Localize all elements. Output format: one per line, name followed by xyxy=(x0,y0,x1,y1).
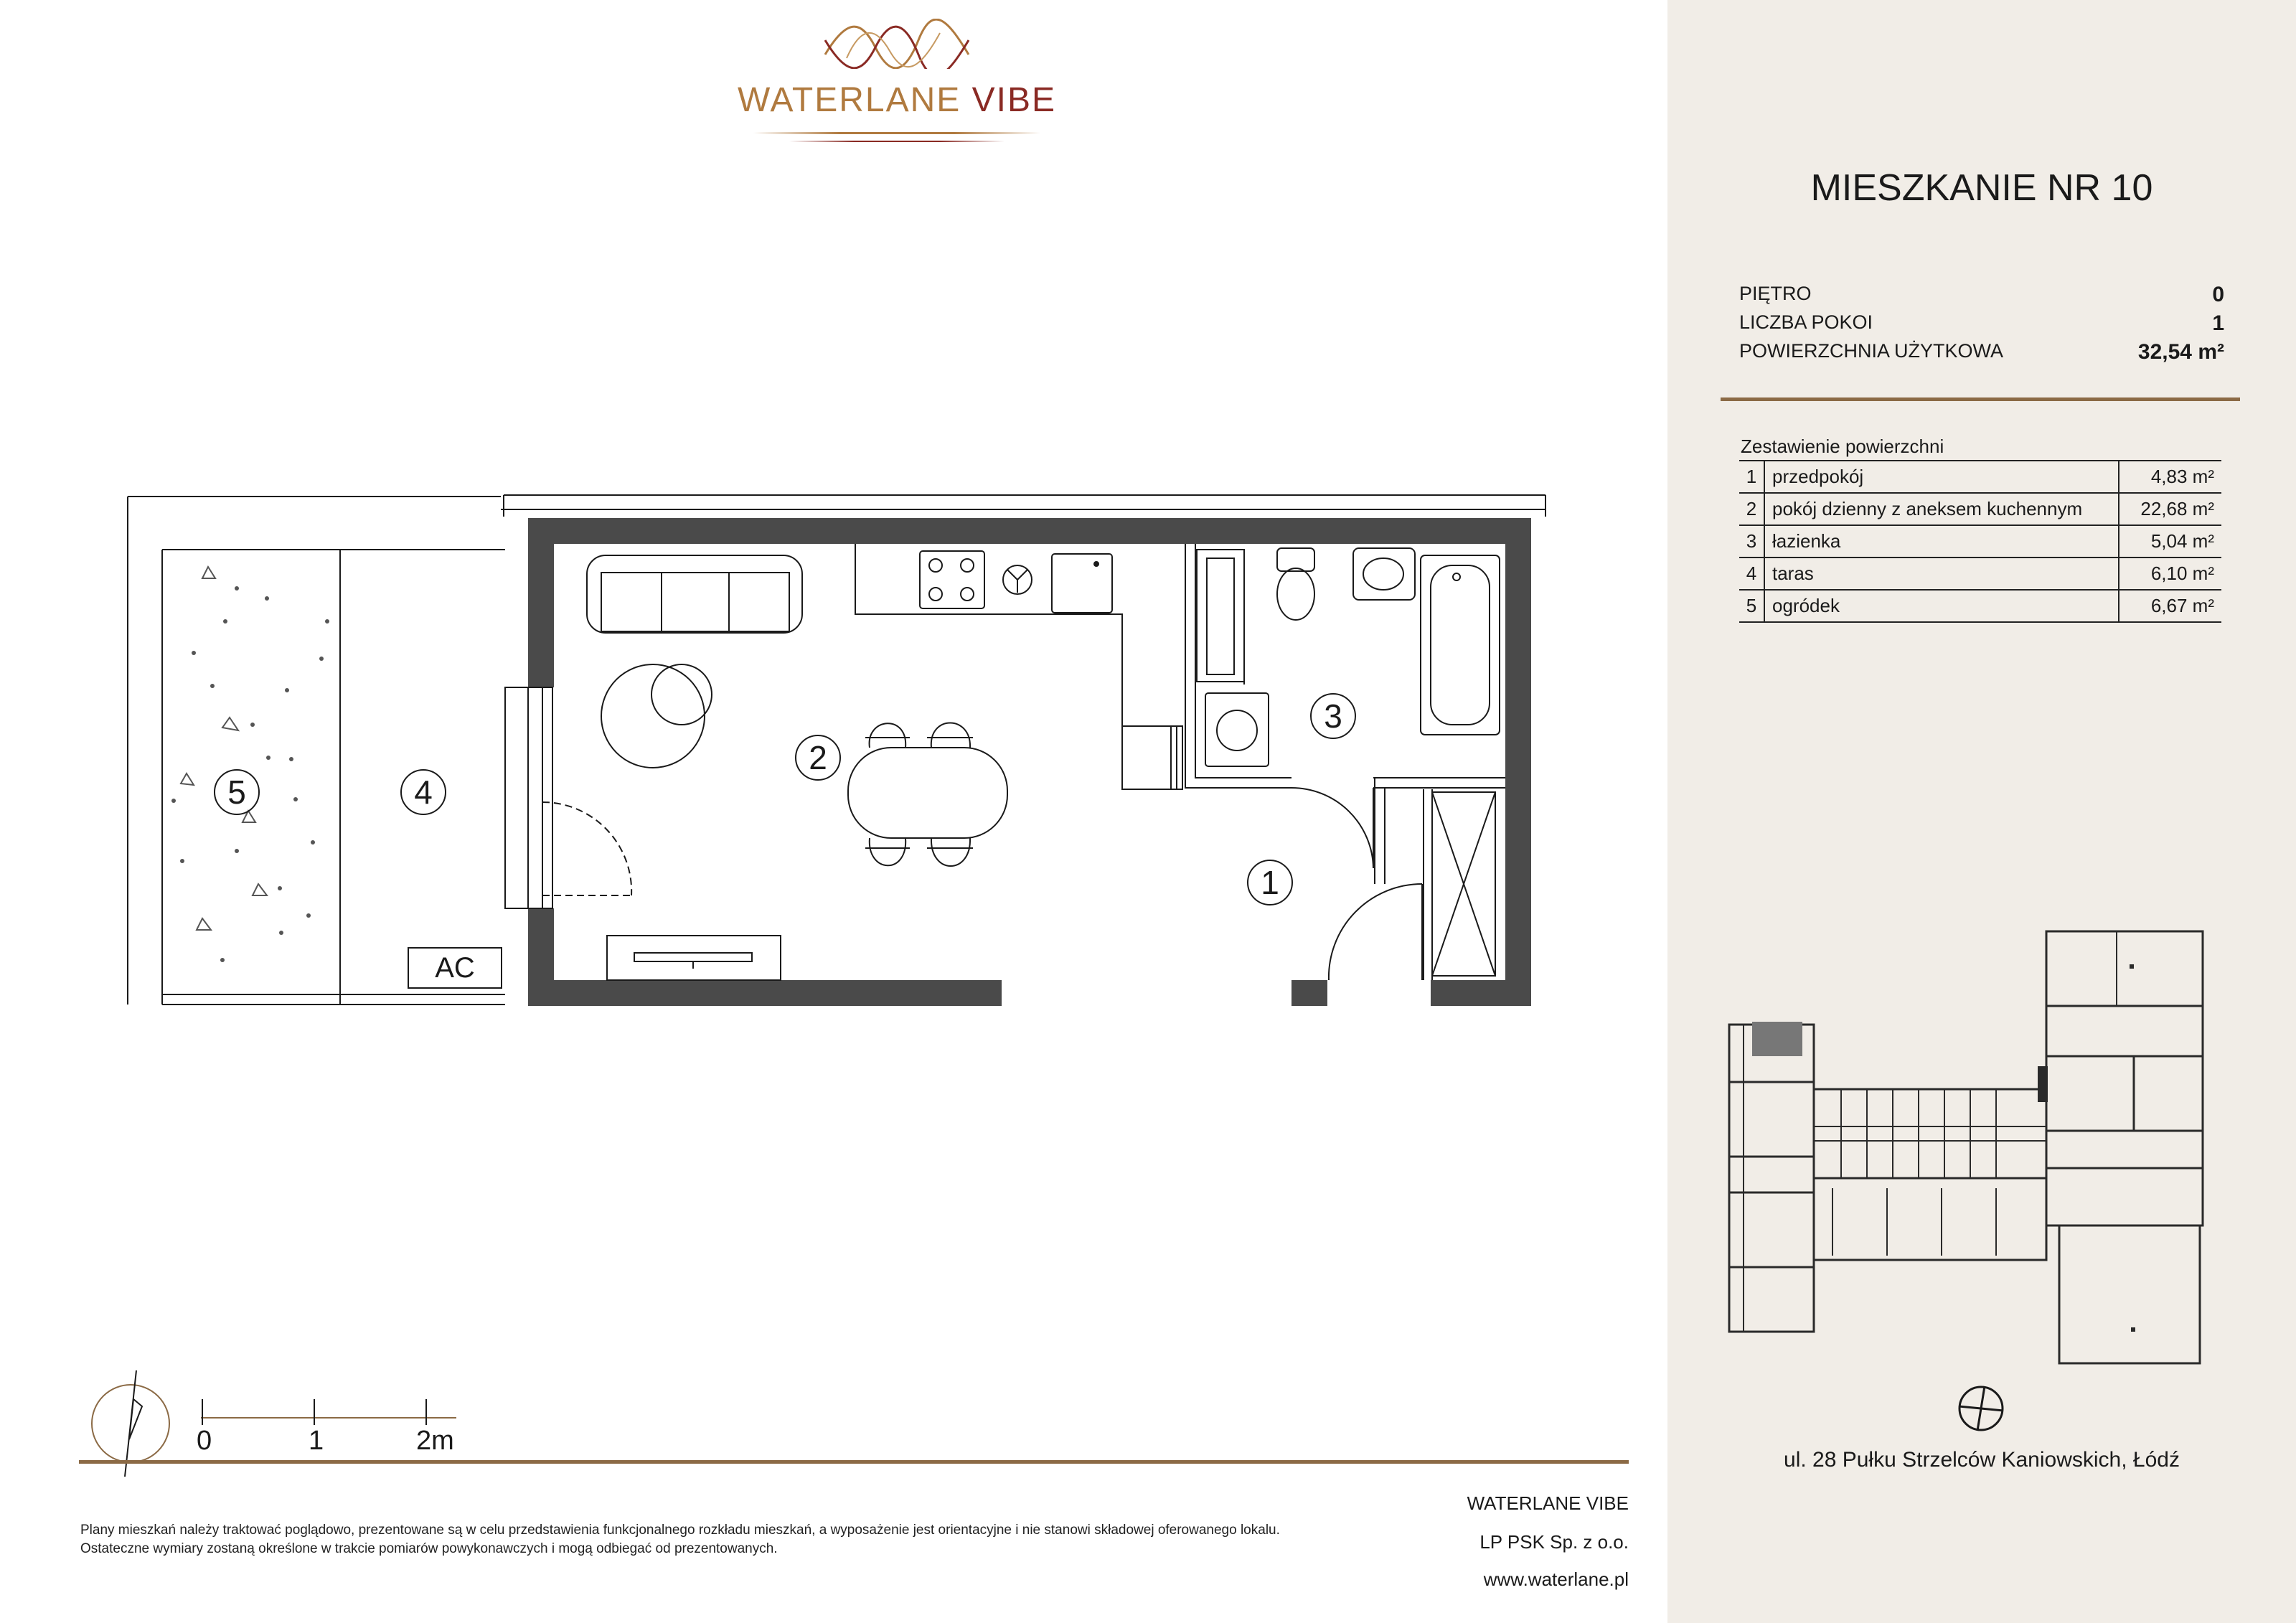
logo-text-main: WATERLANE xyxy=(737,81,961,119)
table-row xyxy=(1739,461,2221,493)
info-row-rooms xyxy=(1739,311,2224,334)
row-name: taras xyxy=(1764,558,2119,590)
areas-table xyxy=(1739,460,2221,623)
building-address: ul. 28 Pułku Strzelców Kaniowskich, Łódź xyxy=(1784,1448,2180,1472)
row-value: 6,10 m² xyxy=(2119,558,2221,590)
room-label-4: 4 xyxy=(400,769,446,815)
info-value: 32,54 m² xyxy=(2137,340,2224,364)
info-value: 1 xyxy=(2212,311,2224,335)
table-row xyxy=(1739,558,2221,590)
row-name: pokój dzienny z aneksem kuchennym xyxy=(1764,493,2119,525)
row-value: 4,83 m² xyxy=(2119,461,2221,493)
row-num: 1 xyxy=(1739,461,1764,493)
room-label-5: 5 xyxy=(214,769,260,815)
footer-company: LP PSK Sp. z o.o. xyxy=(1479,1531,1629,1553)
disclaimer-line-1: Plany mieszkań należy traktować poglądowo, prezentowane są w celu przedstawienia funkcjonalnego rozkładu mieszkań, a wyposażenie jest orientacyjne i nie stanowi składowej oferowanego lokalu. xyxy=(80,1523,1280,1538)
row-num: 5 xyxy=(1739,590,1764,622)
scale-label-1: 1 xyxy=(309,1426,324,1456)
table-row xyxy=(1739,525,2221,558)
logo-text-accent: VIBE xyxy=(971,81,1057,119)
row-name: przedpokój xyxy=(1764,461,2119,493)
table-row xyxy=(1739,590,2221,622)
scale-label-2m: 2m xyxy=(416,1426,454,1456)
row-value: 22,68 m² xyxy=(2119,493,2221,525)
info-value: 0 xyxy=(2212,283,2224,306)
apartment-title: MIESZKANIE NR 10 xyxy=(1810,167,2153,209)
info-divider xyxy=(1721,397,2240,401)
room-label-2: 2 xyxy=(795,735,841,781)
info-row-floor xyxy=(1739,283,2224,305)
footer-divider xyxy=(79,1460,1629,1464)
info-label: POWIERZCHNIA UŻYTKOWA xyxy=(1739,340,2004,362)
row-value: 5,04 m² xyxy=(2119,525,2221,558)
footer-brand: WATERLANE VIBE xyxy=(1467,1492,1629,1514)
row-value: 6,67 m² xyxy=(2119,590,2221,622)
row-num: 2 xyxy=(1739,493,1764,525)
row-name: łazienka xyxy=(1764,525,2119,558)
areas-caption: Zestawienie powierzchni xyxy=(1741,436,1944,457)
row-num: 4 xyxy=(1739,558,1764,590)
room-label-3: 3 xyxy=(1310,693,1356,739)
building-key-plan xyxy=(1715,926,2217,1370)
disclaimer xyxy=(80,1521,1444,1558)
info-panel xyxy=(1667,0,2296,1623)
footer-website-link[interactable]: www.waterlane.pl xyxy=(1483,1568,1629,1590)
table-row xyxy=(1739,493,2221,525)
row-num: 3 xyxy=(1739,525,1764,558)
ac-unit-label: AC xyxy=(408,947,502,989)
info-row-area xyxy=(1739,340,2224,362)
info-label: PIĘTRO xyxy=(1739,283,1812,304)
scale-label-0: 0 xyxy=(197,1426,212,1456)
info-label: LICZBA POKOI xyxy=(1739,311,1873,333)
row-name: ogródek xyxy=(1764,590,2119,622)
north-arrow-icon xyxy=(1956,1383,2006,1434)
room-label-1: 1 xyxy=(1247,860,1293,905)
disclaimer-line-2: Ostateczne wymiary zostaną określone w trakcie pomiarów powykonawczych i mogą odbiegać od prezentowanych. xyxy=(80,1541,778,1556)
